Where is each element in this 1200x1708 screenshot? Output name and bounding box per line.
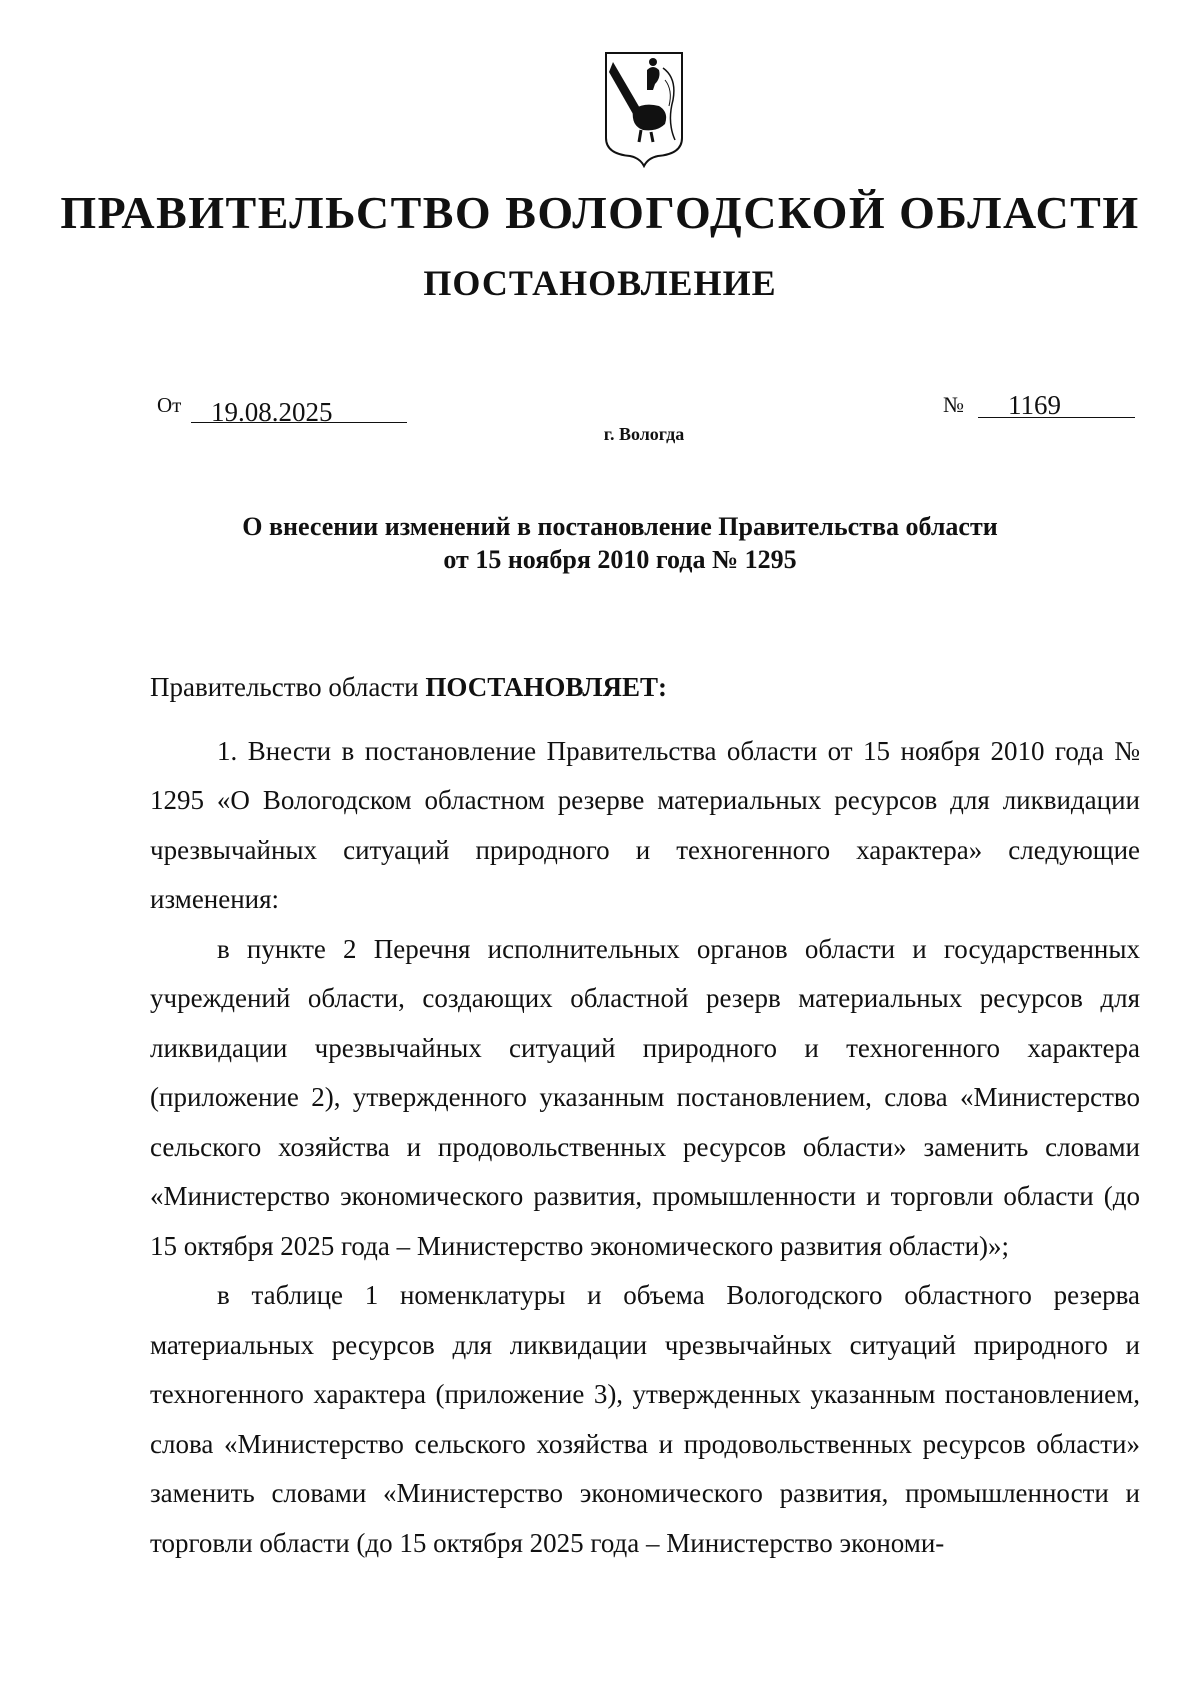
city-label: г. Вологда xyxy=(603,424,685,444)
preamble xyxy=(150,663,1140,713)
paragraph-3: в таблице 1 номенклатуры и объема Вологодского областного резерва материальных ресурсов для ликвидации чрезвычайных ситуаций природного и техногенного характера (приложение 3), утвержденных указанным постановлением, слова «Министерство сельского хозяйства и продовольственных ресурсов области» заменить словами «Министерство экономического развития, промышленности и торговли области (до 15 октября 2025 года – Министерство экономи- xyxy=(150,1280,1140,1558)
document-subject xyxy=(150,510,1090,576)
preamble-lead: Правительство области xyxy=(150,672,426,702)
subject-line-1: О внесении изменений в постановление Правительства области xyxy=(242,512,998,541)
document-type-title: ПОСТАНОВЛЕНИЕ xyxy=(423,263,777,303)
number-prefix: № xyxy=(943,392,964,417)
organization-title: ПРАВИТЕЛЬСТВО ВОЛОГОДСКОЙ ОБЛАСТИ xyxy=(60,187,1140,238)
paragraph-2: в пункте 2 Перечня исполнительных органов области и государственных учреждений области, создающих областной резерв материальных ресурсов для ликвидации чрезвычайных ситуаций природного и техногенного характера (приложение 2), утвержденного указанным постановлением, слова «Министерство сельского хозяйства и продовольственных ресурсов области» заменить словами «Министерство экономического развития, промышленности и торговли области (до 15 октября 2025 года – Министерство экономического развития области)»; xyxy=(150,933,1140,1261)
date-prefix: От xyxy=(157,393,182,417)
preamble-resolves: ПОСТАНОВЛЯЕТ: xyxy=(425,672,667,702)
subject-line-2: от 15 ноября 2010 года № 1295 xyxy=(443,545,797,574)
document-number: 1169 xyxy=(978,390,1135,418)
coat-of-arms-emblem xyxy=(603,50,685,168)
document-body xyxy=(150,663,1140,1568)
paragraph-1: 1. Внести в постановление Правительства области от 15 ноября 2010 года № 1295 «О Вологодском областном резерве материальных ресурсов для ликвидации чрезвычайных ситуаций природного и техногенного характера» следующие изменения: xyxy=(150,735,1140,914)
document-date: 19.08.2025 xyxy=(191,397,407,423)
